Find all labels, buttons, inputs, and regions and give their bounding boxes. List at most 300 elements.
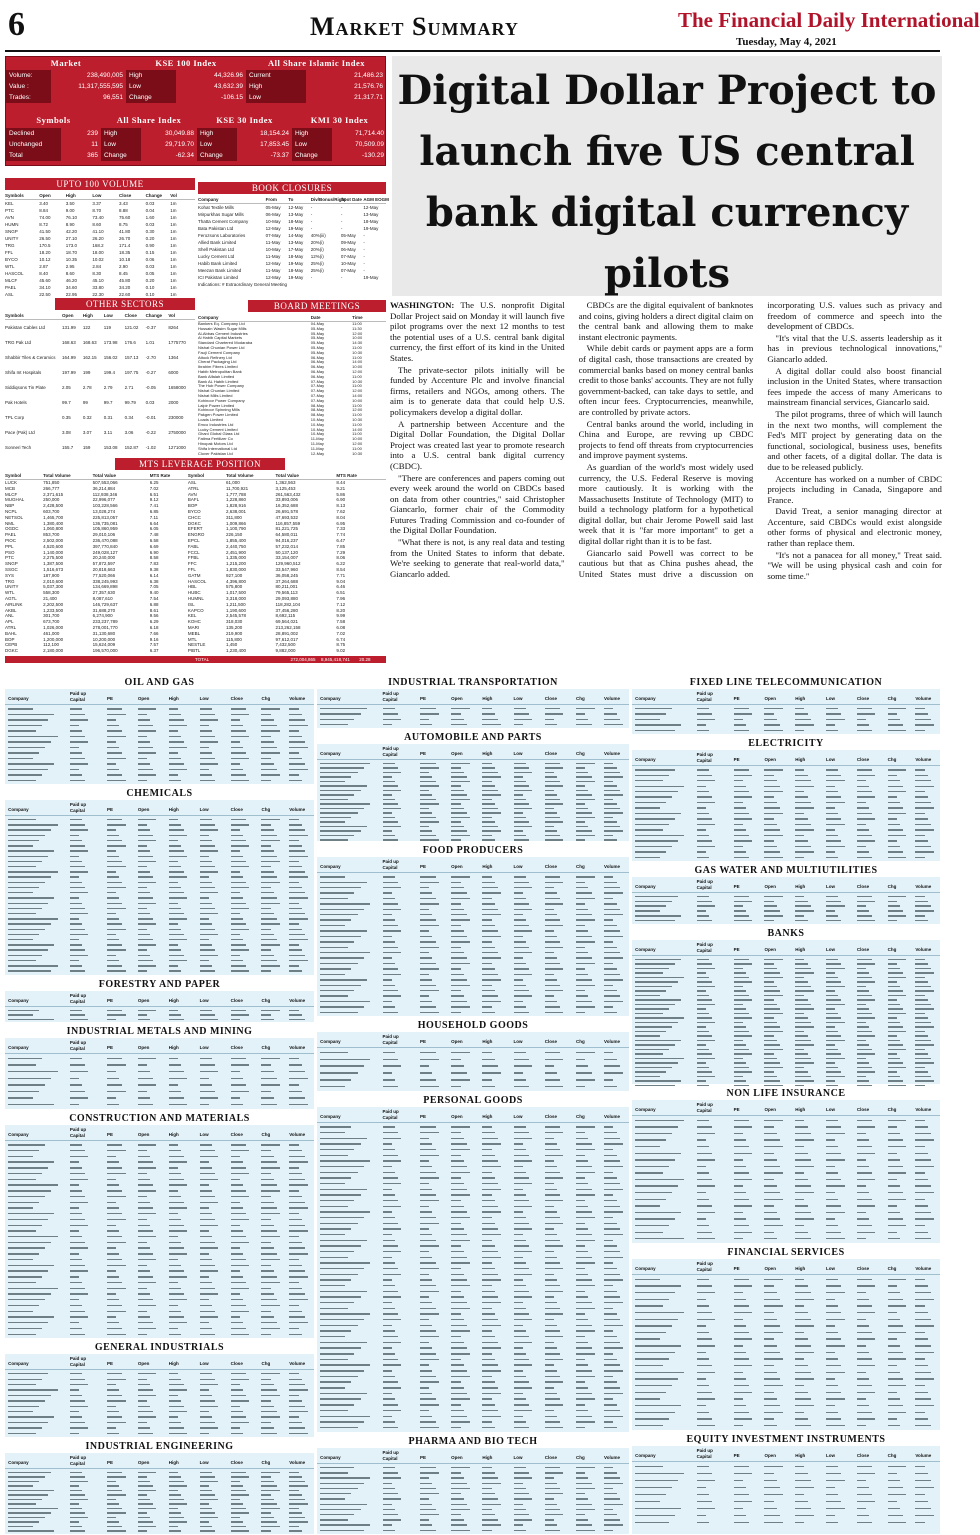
cell-placeholder — [576, 925, 585, 926]
cell-placeholder — [70, 1276, 79, 1277]
cell-placeholder — [320, 1359, 348, 1360]
cell-placeholder — [482, 826, 498, 827]
cell-placeholder — [107, 1299, 119, 1300]
column-header: Close — [856, 1107, 870, 1112]
sector-column-headers — [632, 1446, 940, 1462]
cell-placeholder — [915, 1312, 927, 1313]
cell-placeholder — [915, 1139, 933, 1140]
cell-placeholder — [734, 1299, 746, 1300]
cell-placeholder — [734, 959, 749, 960]
cell-placeholder — [107, 1282, 122, 1283]
cell-placeholder — [915, 1031, 924, 1032]
cell-placeholder — [420, 839, 439, 840]
cell-placeholder — [70, 1282, 82, 1283]
cell-placeholder — [169, 1179, 184, 1180]
cell-placeholder — [320, 1313, 370, 1314]
table-cell: 12%(i) — [310, 254, 324, 259]
market-cell: 71,714.40 — [355, 130, 384, 137]
cell-placeholder — [261, 1472, 280, 1473]
cell-placeholder — [545, 936, 557, 937]
column-header: High — [82, 313, 93, 318]
cell-placeholder — [545, 821, 564, 822]
cell-placeholder — [826, 1285, 841, 1286]
cell-placeholder — [383, 1313, 399, 1314]
cell-placeholder — [200, 949, 215, 950]
sector-table — [632, 927, 940, 1084]
table-cell: 7.11 — [149, 514, 159, 520]
cell-placeholder — [138, 741, 150, 742]
cell-placeholder — [734, 1076, 743, 1077]
cell-placeholder — [604, 1262, 613, 1263]
cell-placeholder — [857, 1305, 872, 1306]
cell-placeholder — [635, 1080, 681, 1081]
cell-placeholder — [451, 794, 467, 795]
cell-placeholder — [420, 925, 439, 926]
table-cell: 41.50 — [39, 229, 51, 234]
cell-placeholder — [764, 1522, 782, 1523]
cell-placeholder — [764, 1126, 773, 1127]
cell-placeholder — [420, 1370, 432, 1371]
cell-placeholder — [261, 1071, 273, 1072]
cell-placeholder — [289, 829, 304, 830]
cell-placeholder — [795, 1040, 810, 1041]
cell-placeholder — [107, 1242, 126, 1243]
cell-placeholder — [545, 1240, 561, 1241]
cell-placeholder — [604, 1410, 620, 1411]
cell-placeholder — [451, 919, 470, 920]
cell-placeholder — [545, 1072, 557, 1073]
cell-placeholder — [795, 824, 810, 825]
cell-placeholder — [383, 826, 402, 827]
cell-placeholder — [70, 1521, 79, 1522]
cell-placeholder — [734, 824, 743, 825]
cell-placeholder — [514, 1285, 526, 1286]
cell-placeholder — [826, 1205, 841, 1206]
cell-placeholder — [138, 845, 147, 846]
cell-placeholder — [697, 1031, 709, 1032]
column-header: Symbol — [5, 473, 22, 478]
table-cell: - — [363, 261, 365, 266]
cell-placeholder — [420, 887, 429, 888]
cell-placeholder — [320, 1398, 361, 1399]
cell-placeholder — [261, 736, 270, 737]
cell-placeholder — [697, 1358, 709, 1359]
cell-placeholder — [451, 1126, 470, 1127]
cell-placeholder — [420, 952, 429, 953]
table-cell: 11:00 — [352, 321, 362, 326]
cell-placeholder — [289, 1161, 308, 1162]
cell-placeholder — [514, 1126, 526, 1127]
sector-table — [632, 864, 940, 924]
cell-placeholder — [200, 897, 209, 898]
table-cell: 8.72 — [39, 222, 48, 227]
cell-placeholder — [107, 923, 122, 924]
cell-placeholder — [289, 1476, 301, 1477]
cell-placeholder — [915, 1405, 933, 1406]
column-header: Symbol — [187, 473, 205, 478]
cell-placeholder — [231, 1097, 240, 1098]
cell-placeholder — [795, 1008, 813, 1009]
cell-placeholder — [915, 840, 927, 841]
cell-placeholder — [70, 725, 79, 726]
cell-placeholder — [734, 1192, 746, 1193]
cell-placeholder — [826, 775, 841, 776]
cell-placeholder — [320, 1200, 354, 1201]
cell-placeholder — [857, 1062, 869, 1063]
cell-placeholder — [734, 1412, 749, 1413]
cell-placeholder — [915, 1133, 930, 1134]
table-cell: 10.02 — [92, 257, 104, 262]
cell-placeholder — [857, 1205, 875, 1206]
table-cell: 507,553,066 — [92, 480, 118, 485]
cell-placeholder — [138, 1213, 157, 1214]
cell-placeholder — [289, 1179, 304, 1180]
cell-placeholder — [70, 1097, 89, 1098]
cell-placeholder — [482, 1509, 491, 1510]
cell-placeholder — [482, 1410, 498, 1411]
cell-placeholder — [826, 769, 838, 770]
cell-placeholder — [383, 1364, 402, 1365]
cell-placeholder — [289, 1207, 308, 1208]
cell-placeholder — [857, 1166, 869, 1167]
column-header: Vol — [168, 313, 176, 318]
cell-placeholder — [545, 1177, 564, 1178]
cell-placeholder — [576, 963, 595, 964]
cell-placeholder — [8, 752, 39, 753]
cell-placeholder — [261, 960, 276, 961]
cell-placeholder — [383, 1217, 395, 1218]
cell-placeholder — [795, 713, 807, 714]
table-cell: 64,580,011 — [275, 532, 298, 538]
cell-placeholder — [420, 909, 429, 910]
column-header: Close — [230, 1045, 243, 1050]
article-paragraph: Accenture has worked on a number of CBDC projects including in Canada, Singapore and France. — [767, 473, 942, 505]
cell-placeholder — [888, 990, 903, 991]
cell-placeholder — [795, 802, 810, 803]
cell-placeholder — [576, 724, 592, 725]
cell-placeholder — [8, 747, 45, 748]
cell-placeholder — [576, 830, 592, 831]
cell-placeholder — [383, 941, 395, 942]
cell-placeholder — [915, 981, 927, 982]
cell-placeholder — [482, 817, 491, 818]
market-cell: -106.15 — [220, 94, 243, 101]
cell-placeholder — [138, 714, 147, 715]
cell-placeholder — [107, 1230, 119, 1231]
cell-placeholder — [764, 807, 779, 808]
cell-placeholder — [576, 1194, 595, 1195]
cell-placeholder — [857, 1013, 872, 1014]
cell-placeholder — [915, 1085, 924, 1086]
table-cell: 10-May — [310, 426, 325, 432]
cell-placeholder — [795, 1425, 810, 1426]
cell-placeholder — [383, 1138, 402, 1139]
cell-placeholder — [915, 1508, 930, 1509]
sector-table — [317, 844, 629, 1016]
cell-placeholder — [169, 1384, 184, 1385]
cell-placeholder — [545, 1325, 557, 1326]
column-header: Open — [764, 1453, 776, 1458]
cell-placeholder — [915, 851, 933, 852]
table-cell: 10.35 — [65, 257, 78, 262]
column-header: Volume — [915, 696, 932, 701]
table-row — [317, 838, 629, 843]
cell-placeholder — [169, 1196, 181, 1197]
cell-placeholder — [915, 1378, 933, 1379]
cell-placeholder — [635, 730, 675, 731]
table-cell: 2,202,500 — [43, 601, 64, 607]
cell-placeholder — [795, 986, 810, 987]
market-cell: Current — [246, 70, 306, 81]
cell-placeholder — [320, 794, 354, 795]
table-row — [5, 395, 195, 410]
table-cell: 12-May — [288, 205, 304, 210]
cell-placeholder — [261, 1259, 280, 1260]
cell-placeholder — [261, 1213, 280, 1214]
cell-placeholder — [383, 1524, 392, 1525]
cell-placeholder — [200, 929, 215, 930]
cell-placeholder — [915, 1358, 924, 1359]
cell-placeholder — [289, 1427, 304, 1428]
table-cell: Shell Pakistan Ltd — [198, 247, 235, 252]
article-paragraph: A partnership between Accenture and the Digital Dollar Foundation, the Digital Dollar Project was created last year to promote research into a U.S. central bank digital currency (CBDC). — [390, 418, 565, 471]
cell-placeholder — [383, 903, 399, 904]
cell-placeholder — [8, 1161, 54, 1162]
cell-placeholder — [635, 1285, 681, 1286]
cell-placeholder — [734, 1508, 743, 1509]
cell-placeholder — [70, 929, 85, 930]
cell-placeholder — [697, 1398, 715, 1399]
cell-placeholder — [70, 1395, 82, 1396]
column-header: Chg — [575, 751, 585, 756]
cell-placeholder — [200, 725, 209, 726]
cell-placeholder — [200, 829, 219, 830]
issue-date: Tuesday, May 4, 2021 — [736, 36, 837, 48]
cell-placeholder — [169, 876, 188, 877]
cell-placeholder — [915, 1398, 930, 1399]
cell-placeholder — [8, 1472, 51, 1473]
cell-placeholder — [289, 1305, 298, 1306]
cell-placeholder — [734, 1017, 752, 1018]
cell-placeholder — [420, 1398, 436, 1399]
cell-placeholder — [138, 1395, 157, 1396]
cell-placeholder — [289, 1236, 298, 1237]
cell-placeholder — [697, 1372, 715, 1373]
cell-placeholder — [734, 1385, 749, 1386]
cell-placeholder — [289, 714, 301, 715]
cell-placeholder — [138, 835, 153, 836]
cell-placeholder — [795, 1146, 804, 1147]
cell-placeholder — [764, 1179, 773, 1180]
cell-placeholder — [289, 1190, 298, 1191]
cell-placeholder — [697, 829, 706, 830]
cell-placeholder — [261, 1058, 280, 1059]
column-header: Volume — [289, 998, 306, 1003]
cell-placeholder — [545, 767, 564, 768]
column-header: Company — [635, 757, 656, 762]
table-cell: - — [340, 212, 343, 217]
cell-placeholder — [200, 1499, 219, 1500]
table-header — [5, 311, 195, 320]
cell-placeholder — [451, 803, 460, 804]
table-cell: 05-May — [310, 349, 325, 355]
cell-placeholder — [826, 786, 835, 787]
cell-placeholder — [604, 1291, 616, 1292]
table-cell: 12:00 — [352, 330, 363, 336]
table-cell: ASL — [5, 292, 14, 297]
cell-placeholder — [231, 1156, 240, 1157]
cell-placeholder — [482, 1296, 498, 1297]
cell-placeholder — [289, 1078, 308, 1079]
table-row — [632, 1409, 940, 1416]
cell-placeholder — [200, 871, 219, 872]
cell-placeholder — [635, 1398, 660, 1399]
cell-placeholder — [795, 1398, 810, 1399]
cell-placeholder — [289, 1202, 304, 1203]
cell-placeholder — [915, 990, 933, 991]
cell-placeholder — [231, 1230, 243, 1231]
cell-placeholder — [138, 1299, 153, 1300]
cell-placeholder — [420, 1228, 429, 1229]
cell-placeholder — [604, 952, 620, 953]
cell-placeholder — [420, 1493, 439, 1494]
cell-placeholder — [107, 1161, 119, 1162]
cell-placeholder — [231, 960, 243, 961]
cell-placeholder — [576, 1524, 592, 1525]
cell-placeholder — [451, 1132, 460, 1133]
cell-placeholder — [383, 1189, 392, 1190]
market-cell: High — [292, 128, 332, 139]
cell-placeholder — [697, 1473, 712, 1474]
cell-placeholder — [888, 1332, 906, 1333]
cell-placeholder — [604, 1149, 613, 1150]
cell-placeholder — [734, 1338, 752, 1339]
table-cell: 0.04 — [145, 208, 155, 213]
cell-placeholder — [107, 918, 119, 919]
column-header: Company — [320, 1455, 341, 1460]
column-header: MTS Rate — [336, 473, 357, 478]
table-cell: 11-May — [265, 254, 281, 259]
cell-placeholder — [107, 1091, 126, 1092]
cell-placeholder — [261, 949, 270, 950]
cell-placeholder — [107, 1156, 116, 1157]
table-cell: 3.37 — [92, 201, 102, 206]
table-cell: 47,693,532 — [275, 514, 298, 520]
column-header: Company — [635, 696, 656, 701]
cell-placeholder — [697, 1312, 712, 1313]
cell-placeholder — [169, 903, 178, 904]
cell-placeholder — [320, 1524, 370, 1525]
column-header: High — [795, 1453, 806, 1458]
article-paragraph: "What there is not, is any real data and testing from the United States to inform that debate. We're seeking to generate that real-world data," Giancarlo added. — [390, 537, 565, 579]
table-cell: HUMNL — [187, 595, 204, 601]
cell-placeholder — [320, 1189, 367, 1190]
cell-placeholder — [107, 1207, 119, 1208]
cell-placeholder — [200, 1190, 212, 1191]
cell-placeholder — [451, 1398, 470, 1399]
table-cell: 112,100 — [43, 642, 60, 648]
cell-placeholder — [915, 1044, 933, 1045]
cell-placeholder — [138, 1265, 147, 1266]
cell-placeholder — [169, 1416, 178, 1417]
table-cell: 8.84 — [39, 208, 48, 213]
cell-placeholder — [764, 730, 782, 731]
cell-placeholder — [697, 1022, 715, 1023]
cell-placeholder — [545, 1138, 554, 1139]
cell-placeholder — [138, 758, 147, 759]
cell-placeholder — [70, 1184, 79, 1185]
cell-placeholder — [289, 1311, 301, 1312]
cell-placeholder — [383, 1404, 399, 1405]
table-cell: Bankers Eq. Company Ltd — [198, 321, 245, 326]
market-cell: 239 — [87, 130, 98, 137]
cell-placeholder — [8, 1311, 33, 1312]
sector-rows — [632, 1276, 940, 1430]
cell-placeholder — [545, 1189, 557, 1190]
cell-placeholder — [289, 1508, 298, 1509]
cell-placeholder — [857, 1232, 875, 1233]
table-cell: 1,017,500 — [225, 590, 246, 596]
cell-placeholder — [514, 968, 530, 969]
table-cell: 13,028,274 — [92, 508, 116, 514]
cell-placeholder — [320, 1514, 354, 1515]
table-cell: 9.38 — [149, 566, 159, 572]
cell-placeholder — [420, 1416, 432, 1417]
table-row — [5, 235, 195, 242]
cell-placeholder — [261, 1230, 276, 1231]
cell-placeholder — [320, 1143, 361, 1144]
cell-placeholder — [451, 1194, 470, 1195]
cell-placeholder — [545, 1149, 561, 1150]
table-cell: 7.83 — [149, 561, 159, 567]
cell-placeholder — [169, 769, 188, 770]
cell-placeholder — [383, 835, 395, 836]
cell-placeholder — [697, 920, 712, 921]
cell-placeholder — [383, 799, 395, 800]
table-row — [198, 267, 386, 274]
cell-placeholder — [764, 995, 782, 996]
cell-placeholder — [514, 876, 526, 877]
cell-placeholder — [888, 1412, 906, 1413]
cell-placeholder — [826, 1146, 838, 1147]
sector-rows — [317, 706, 629, 728]
column-header: Low — [513, 1114, 523, 1119]
cell-placeholder — [915, 972, 933, 973]
cell-placeholder — [320, 835, 354, 836]
cell-placeholder — [451, 903, 460, 904]
table-cell: FFL — [5, 250, 14, 255]
cell-placeholder — [138, 1389, 153, 1390]
cell-placeholder — [604, 990, 616, 991]
table-cell: 0.03 — [145, 400, 155, 405]
cell-placeholder — [888, 1378, 903, 1379]
table-cell: 8.45 — [118, 271, 128, 276]
cell-placeholder — [231, 892, 240, 893]
cell-placeholder — [320, 941, 354, 942]
table-cell: 05-May — [310, 340, 325, 346]
cell-placeholder — [826, 1515, 835, 1516]
cell-placeholder — [915, 1058, 930, 1059]
cell-placeholder — [70, 835, 79, 836]
cell-placeholder — [857, 977, 872, 978]
cell-placeholder — [545, 763, 561, 764]
article-paragraph: CBDCs are the digital equivalent of banknotes and coins, giving holders a direct digital claim on the central bank and allowing them to make instant electronic payments. — [578, 300, 754, 342]
cell-placeholder — [734, 1139, 746, 1140]
column-header: Close — [856, 1266, 870, 1271]
cell-placeholder — [261, 1190, 280, 1191]
table-cell: 05-May — [310, 325, 325, 331]
cell-placeholder — [231, 1433, 243, 1434]
